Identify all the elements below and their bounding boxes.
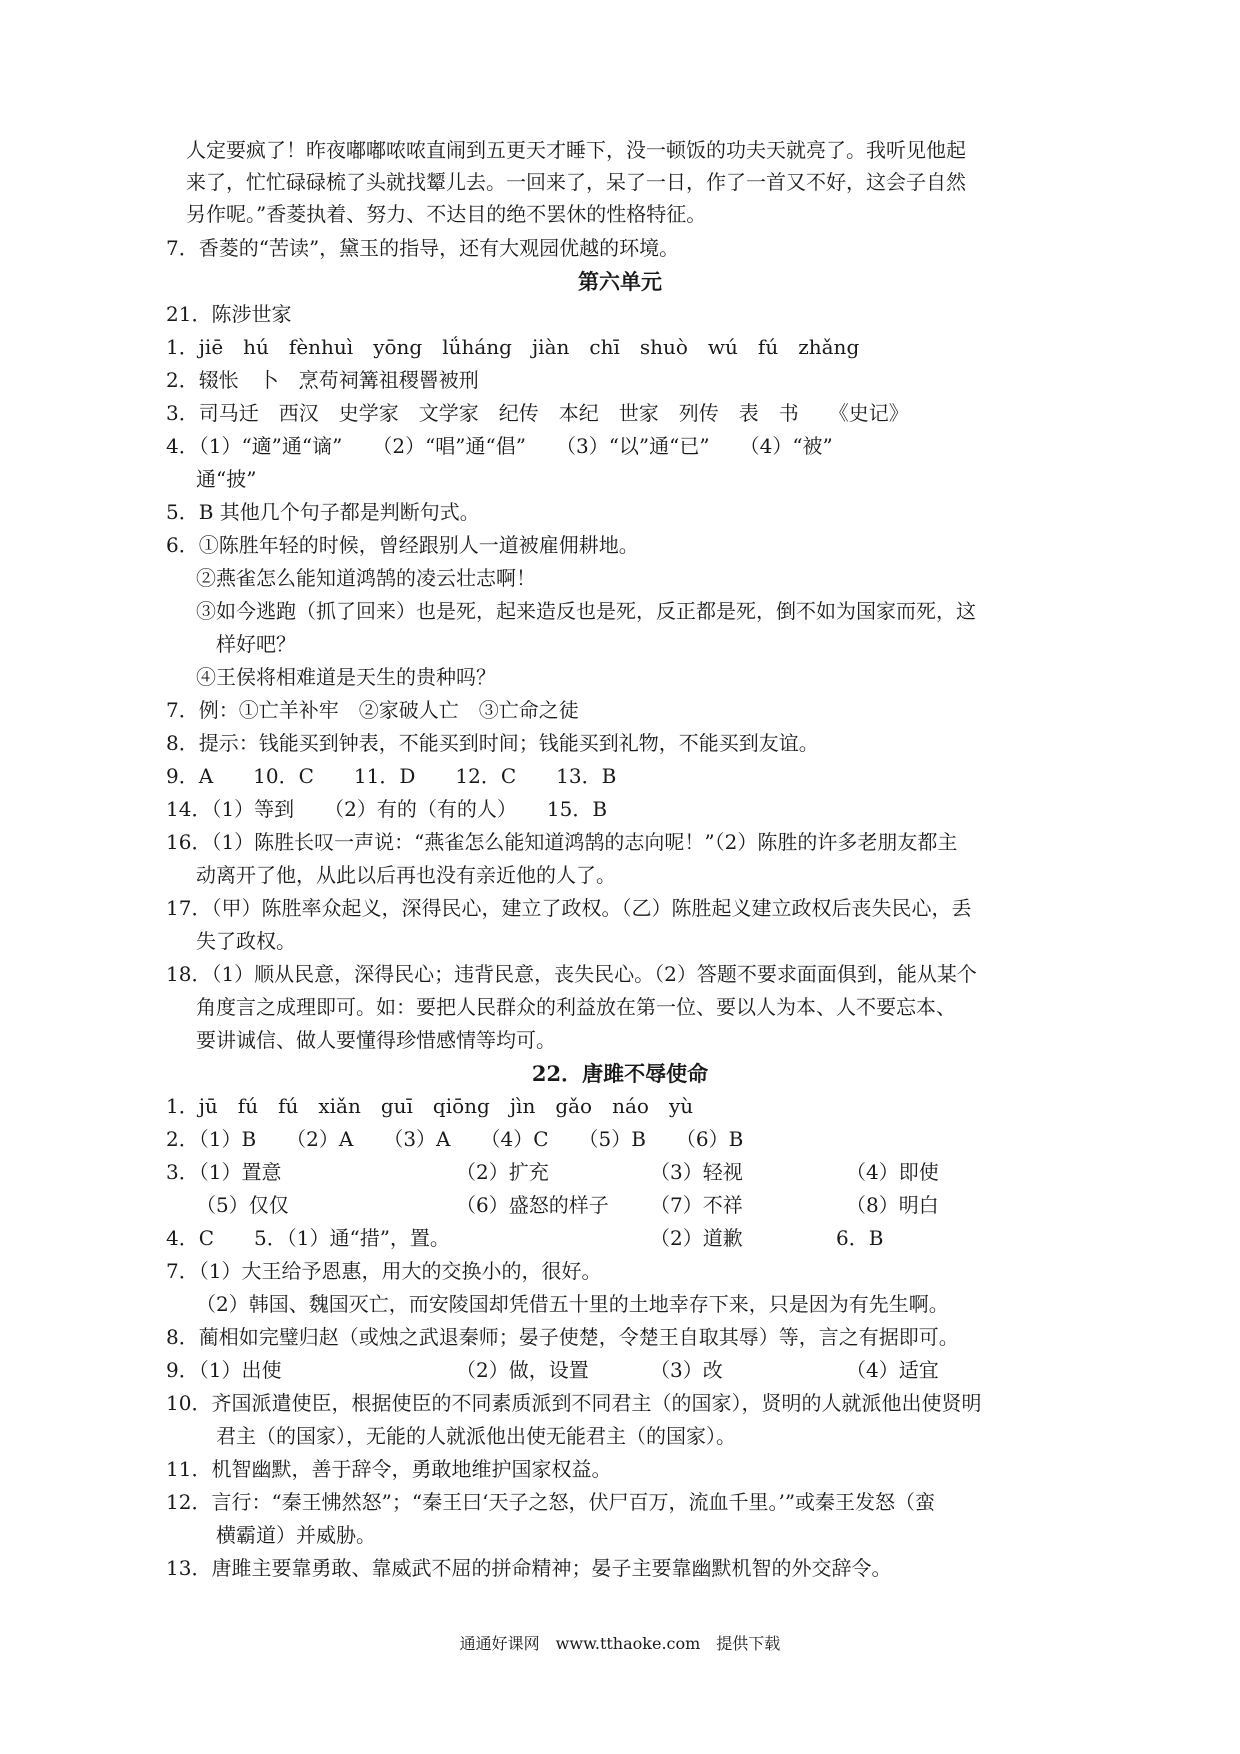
answer-line: 动离开了他，从此以后再也没有亲近他的人了。 bbox=[196, 863, 616, 887]
answer-cell: 4．C 5．（1）通“措”，置。 bbox=[166, 1226, 450, 1250]
answer-cell: 9．（1）出使 bbox=[166, 1358, 282, 1382]
answer-cell: （3）轻视 bbox=[650, 1160, 743, 1184]
answer-line: ②燕雀怎么能知道鸿鹄的凌云壮志啊！ bbox=[196, 566, 536, 590]
answer-line: 横霸道）并威胁。 bbox=[216, 1523, 376, 1547]
answer-cell: （4）即使 bbox=[846, 1160, 939, 1184]
answer-cell: （4）适宜 bbox=[846, 1358, 939, 1382]
text-line: 来了，忙忙碌碌梳了头就找颦儿去。一回来了，呆了一日，作了一首又不好，这会子自然 bbox=[186, 170, 966, 194]
answer-line: 18．（1）顺从民意，深得民心；违背民意，丧失民心。（2）答题不要求面面俱到，能从某个 bbox=[166, 962, 977, 986]
answer-line: 13．唐雎主要靠勇敢、靠威武不屈的拼命精神；晏子主要靠幽默机智的外交辞令。 bbox=[166, 1556, 892, 1580]
answer-line: 11．机智幽默，善于辞令，勇敢地维护国家权益。 bbox=[166, 1457, 612, 1481]
answer-line: 17．（甲）陈胜率众起义，深得民心，建立了政权。（乙）陈胜起义建立政权后丧失民心，丢 bbox=[166, 896, 972, 920]
answer-line: ③如今逃跑（抓了回来）也是死，起来造反也是死，反正都是死，倒不如为国家而死，这 bbox=[196, 599, 976, 623]
answer-cell: （2）扩充 bbox=[456, 1160, 549, 1184]
lesson-title: 22．唐雎不辱使命 bbox=[531, 1061, 709, 1086]
text-line: 7．香菱的“苦读”，黛玉的指导，还有大观园优越的环境。 bbox=[166, 236, 680, 260]
answer-line: 角度言之成理即可。如：要把人民群众的利益放在第一位、要以人为本、人不要忘本、 bbox=[196, 995, 956, 1019]
unit-heading: 第六单元 bbox=[578, 269, 662, 294]
answer-line: 君主（的国家），无能的人就派他出使无能君主（的国家）。 bbox=[216, 1424, 736, 1448]
answer-cell: （3）改 bbox=[650, 1358, 723, 1382]
answer-line: （2）韩国、魏国灭亡，而安陵国却凭借五十里的土地幸存下来，只是因为有先生啊。 bbox=[196, 1292, 949, 1316]
answer-cell: （8）明白 bbox=[846, 1193, 939, 1217]
answer-line: 5．B 其他几个句子都是判断句式。 bbox=[166, 500, 480, 524]
answer-cell: （7）不祥 bbox=[650, 1193, 743, 1217]
answer-line: 7．（1）大王给予恩惠，用大的交换小的，很好。 bbox=[166, 1259, 602, 1283]
answer-line: ④王侯将相难道是天生的贵种吗？ bbox=[196, 665, 496, 689]
answer-line: 通“披” bbox=[196, 467, 257, 491]
text-line: 另作呢。”香菱执着、努力、不达目的绝不罢休的性格特征。 bbox=[186, 202, 707, 226]
answer-line: 3．司马迁 西汉 史学家 文学家 纪传 本纪 世家 列传 表 书 《史记》 bbox=[166, 401, 909, 425]
answer-line: 4．（1）“適”通“谪” （2）“唱”通“倡” （3）“以”通“已” （4）“被” bbox=[166, 434, 833, 458]
answer-line: 1．jū fú fú xiǎn guī qiōng jìn gǎo náo yù bbox=[166, 1094, 694, 1118]
answer-line: 6．①陈胜年轻的时候，曾经跟别人一道被雇佣耕地。 bbox=[166, 533, 639, 557]
lesson-title: 21．陈涉世家 bbox=[166, 302, 292, 326]
answer-line: 12．言行：“秦王怫然怒”；“秦王曰‘天子之怒，伏尸百万，流血千里。’”或秦王发怒（蛮 bbox=[166, 1490, 936, 1514]
answer-line: 8．蔺相如完璧归赵（或烛之武退秦师；晏子使楚，令楚王自取其辱）等，言之有据即可。 bbox=[166, 1325, 959, 1349]
answer-cell: （5）仅仅 bbox=[196, 1193, 289, 1217]
answer-line: 10．齐国派遣使臣，根据使臣的不同素质派到不同君主（的国家），贤明的人就派他出使贤明 bbox=[166, 1391, 982, 1415]
answer-line: 样好吧？ bbox=[216, 632, 296, 656]
answer-line: 1．jiē hú fènhuì yōng lǘháng jiàn chī shuò wú fú zhǎng bbox=[166, 335, 860, 359]
answer-line: 失了政权。 bbox=[196, 929, 296, 953]
answer-line: 8．提示：钱能买到钟表，不能买到时间；钱能买到礼物，不能买到友谊。 bbox=[166, 731, 819, 755]
answer-cell: 3．（1）置意 bbox=[166, 1160, 282, 1184]
answer-cell: （6）盛怒的样子 bbox=[456, 1193, 609, 1217]
text-line: 人定要疯了！昨夜嘟嘟哝哝直闹到五更天才睡下，没一顿饭的功夫天就亮了。我听见他起 bbox=[186, 138, 966, 162]
answer-line: 要讲诚信、做人要懂得珍惜感情等均可。 bbox=[196, 1028, 556, 1052]
answer-line: 16．（1）陈胜长叹一声说：“燕雀怎么能知道鸿鹄的志向呢！”（2）陈胜的许多老朋友都主 bbox=[166, 830, 958, 854]
answer-line: 7．例：①亡羊补牢 ②家破人亡 ③亡命之徒 bbox=[166, 698, 579, 722]
answer-line: 9．A 10．C 11．D 12．C 13．B bbox=[166, 764, 617, 788]
answer-cell: （2）做，设置 bbox=[456, 1358, 589, 1382]
answer-line: 14．（1）等到 （2）有的（有的人） 15．B bbox=[166, 797, 608, 821]
answer-cell: （2）道歉 bbox=[650, 1226, 743, 1250]
page-footer: 通通好课网 www.tthaoke.com 提供下载 bbox=[459, 1634, 781, 1653]
answer-cell: 6．B bbox=[836, 1226, 884, 1250]
answer-line: 2．辍怅 卜 烹苟祠篝祖稷罾被刑 bbox=[166, 368, 479, 392]
answer-line: 2．（1）B （2）A （3）A （4）C （5）B （6）B bbox=[166, 1127, 744, 1151]
